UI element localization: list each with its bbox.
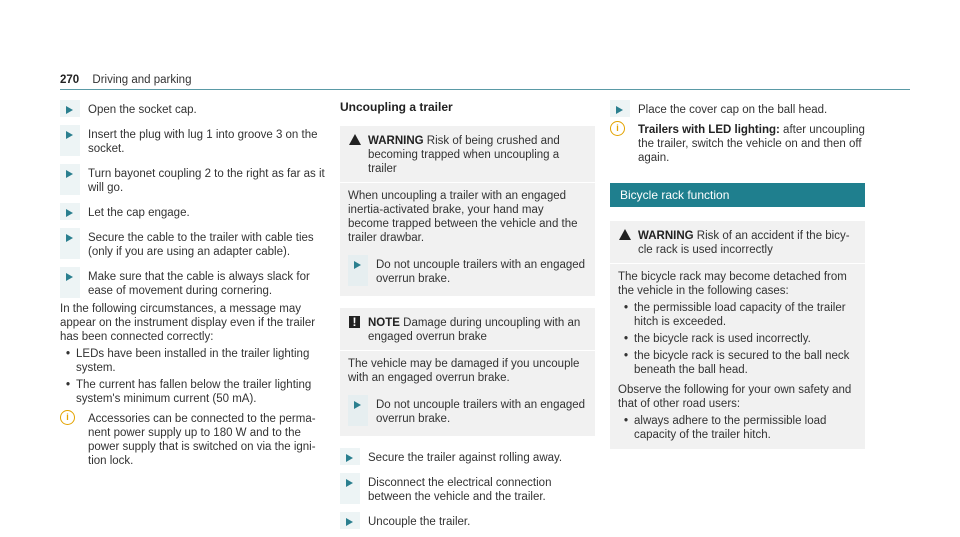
warning-body: The bicycle rack may become detached from the vehicle in the following cases:	[618, 271, 847, 297]
step-arrow-icon	[66, 234, 73, 242]
bullet-text: LEDs have been installed in the trailer lighting system.	[76, 348, 310, 374]
step-arrow-icon	[616, 106, 623, 114]
step-item	[60, 267, 325, 298]
warning-box	[610, 221, 865, 449]
step-item	[340, 448, 595, 465]
warning-label: WARNING	[638, 230, 694, 242]
bullet-item: • LEDs have been installed in the trailer lighting system.	[66, 348, 310, 374]
warning-box	[340, 126, 595, 296]
bullet-text: The current has fallen below the trailer lighting system's minimum current (50 mA).	[76, 379, 312, 405]
step-item	[348, 395, 587, 426]
step-text: Let the cap engage.	[88, 207, 190, 219]
note-icon: !	[349, 316, 360, 328]
warning-label: WARNING	[368, 135, 424, 147]
step-text: Do not uncouple trailers with an engaged overrun brake.	[376, 399, 586, 425]
info-note	[60, 412, 325, 468]
step-item	[60, 100, 325, 117]
step-text: Disconnect the electrical connection between the vehicle and the trailer.	[368, 477, 552, 503]
step-arrow-icon	[354, 401, 361, 409]
step-item	[60, 125, 325, 156]
step-arrow-icon	[346, 454, 353, 462]
section-banner: Bicycle rack function	[610, 183, 865, 207]
bullet-text: the bicycle rack is used incorrectly.	[634, 333, 811, 345]
step-arrow-icon	[66, 170, 73, 178]
info-icon: i	[610, 121, 625, 136]
column-3	[610, 100, 865, 461]
info-text: after uncoupling the trailer, switch the vehicle on and then off again.	[638, 124, 865, 164]
note-box	[340, 308, 595, 436]
note-label: NOTE	[368, 317, 400, 329]
bullet-text: the permissible load capacity of the trailer hitch is exceeded.	[634, 302, 846, 328]
step-item	[340, 512, 595, 529]
bullet-item: • the bicycle rack is used incorrectly.	[624, 333, 811, 345]
step-arrow-icon	[66, 209, 73, 217]
note-body: The vehicle may be damaged if you uncouple with an engaged overrun brake.	[348, 358, 580, 384]
warning-icon	[349, 134, 361, 145]
step-text: Uncouple the trailer.	[368, 516, 471, 528]
bullet-item: • the permissible load capacity of the trailer hitch is exceeded.	[624, 302, 846, 328]
page-number: 270	[60, 74, 80, 86]
page-header	[60, 73, 191, 87]
info-label: Trailers with LED lighting:	[638, 124, 780, 136]
info-icon: i	[60, 410, 75, 425]
step-item	[340, 473, 595, 504]
warning-icon	[619, 229, 631, 240]
step-text: Do not uncouple trailers with an engaged overrun brake.	[376, 259, 586, 285]
step-arrow-icon	[66, 273, 73, 281]
bullet-text: always adhere to the permissible load capacity of the trailer hitch.	[634, 415, 827, 441]
step-arrow-icon	[66, 106, 73, 114]
header-divider	[60, 89, 910, 90]
note-heading: Damage during uncoupling with an engaged overrun brake	[368, 317, 581, 343]
body-paragraph: In the following circumstances, a message may appear on the instrument display even if the trailer has been connected correctly:	[60, 303, 316, 343]
bullet-item: • The current has fallen below the trailer lighting system's minimum current (50 mA).	[66, 379, 312, 405]
step-arrow-icon	[346, 479, 353, 487]
step-item	[60, 228, 325, 259]
step-text: Make sure that the cable is always slack for ease of movement during cornering.	[88, 271, 310, 297]
step-text: Turn bayonet coupling 2 to the right as far as it will go.	[88, 168, 325, 194]
step-arrow-icon	[354, 261, 361, 269]
warning-body: When uncoupling a trailer with an engaged inertia-activated brake, your hand may become trapped between the vehicle and the trailer drawbar.	[348, 190, 578, 244]
step-arrow-icon	[66, 131, 73, 139]
section-title: Driving and parking	[92, 74, 192, 86]
column-1	[60, 100, 325, 468]
step-item	[60, 164, 325, 195]
step-text: Open the socket cap.	[88, 104, 197, 116]
section-heading: Uncoupling a trailer	[340, 100, 453, 114]
bullet-text: the bicycle rack is secured to the ball neck beneath the ball head.	[634, 350, 850, 376]
info-note	[610, 123, 865, 165]
column-2	[340, 100, 595, 537]
warning-observe: Observe the following for your own safety and that of other road users:	[618, 384, 852, 410]
step-item	[610, 100, 865, 117]
step-text: Insert the plug with lug 1 into groove 3 on the socket.	[88, 129, 318, 155]
warning-heading: Risk of an accident if the bicy-cle rack is used incorrectly	[638, 230, 850, 256]
bullet-item: • always adhere to the permissible load capacity of the trailer hitch.	[624, 415, 827, 441]
step-text: Place the cover cap on the ball head.	[638, 104, 828, 116]
step-arrow-icon	[346, 518, 353, 526]
step-item	[60, 203, 325, 220]
step-text: Secure the trailer against rolling away.	[368, 452, 563, 464]
info-text: Accessories can be connected to the perma-nent power supply up to 180 W and to the power supply that is switched on via the igni-tion lock.	[88, 413, 316, 467]
warning-heading: Risk of being crushed and becoming trapped when uncoupling a trailer	[368, 135, 560, 175]
bullet-item: • the bicycle rack is secured to the ball neck beneath the ball head.	[624, 350, 850, 376]
step-text: Secure the cable to the trailer with cable ties (only if you are using an adapter cable).	[88, 232, 314, 258]
step-item	[348, 255, 587, 286]
